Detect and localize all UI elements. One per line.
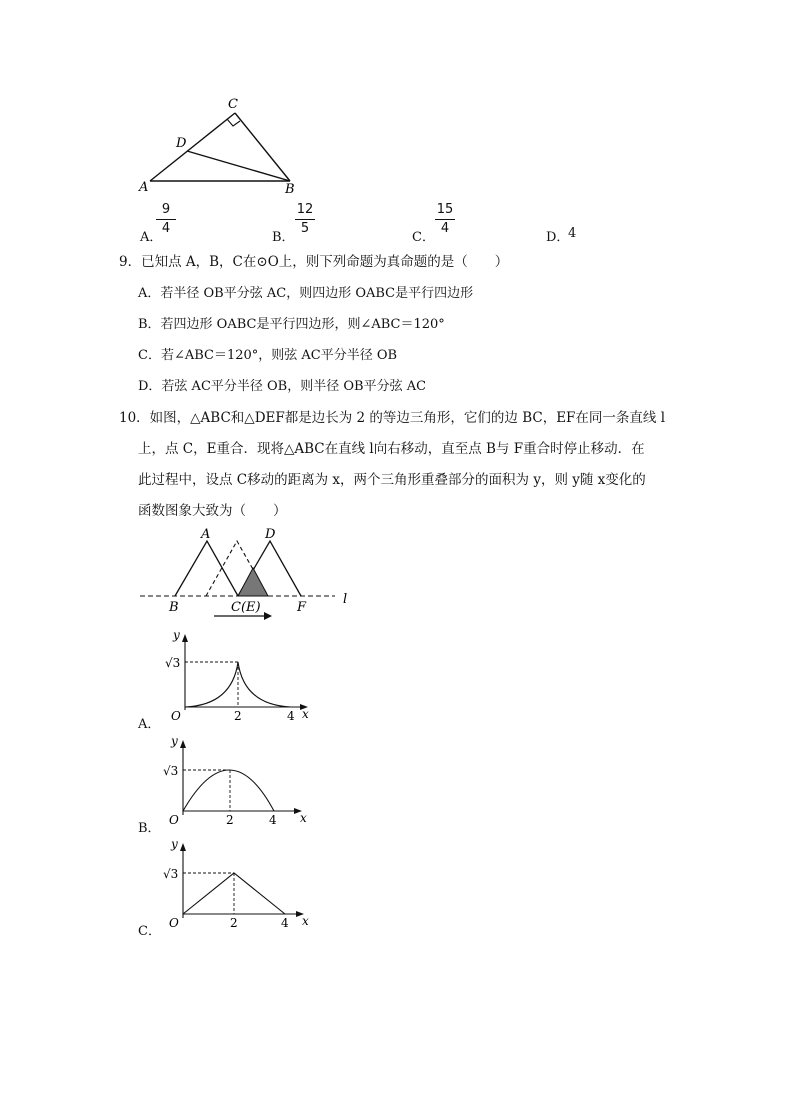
q8-option-a-numerator: 9: [161, 202, 171, 217]
q10-stem-line-4: 函数图象大致为（ ）: [138, 503, 287, 519]
q10-stem-line-2: 上，点 C，E重合．现将△ABC在直线 l向右移动，直至点 B与 F重合时停止移动．在: [138, 441, 645, 457]
q10-graph-a-x-label: x: [302, 707, 309, 721]
q10-stem-line-1: 10．如图，△ABC和△DEF都是边长为 2 的等边三角形，它们的边 BC，EF在同一条直线 l: [119, 410, 666, 426]
q10-graph-b-x-label: x: [300, 811, 307, 825]
q10-graph-c-y-label: y: [171, 837, 178, 851]
q8-option-c-denominator: 4: [440, 221, 450, 236]
q10-graph-b-tick-4: 4: [269, 813, 277, 827]
q8-label-c: C: [228, 97, 238, 112]
q10-graph-c-option: C．: [138, 924, 161, 939]
q10-graph-b-y-label: y: [171, 734, 178, 748]
q10-graph-c-tick-4: 4: [281, 916, 289, 930]
q10-stem-line-3: 此过程中，设点 C移动的距离为 x，两个三角形重叠部分的面积为 y，则 y随 x变化的: [138, 472, 646, 488]
q8-label-b: B: [285, 182, 295, 197]
q8-option-d-letter: D．: [546, 230, 570, 245]
q8-option-a-letter: A．: [140, 230, 163, 245]
q8-option-b-letter: B．: [272, 230, 295, 245]
q10-graph-a-y-label: y: [173, 628, 180, 642]
q8-label-d: D: [176, 136, 187, 151]
q10-graph-c-origin: O: [169, 916, 179, 930]
q8-label-a: A: [139, 180, 149, 195]
q9-option-d: D．若弦 AC平分半径 OB，则半径 OB平分弦 AC: [138, 379, 427, 394]
q10-label-a: A: [201, 527, 211, 542]
q10-label-l: l: [343, 592, 348, 607]
q8-option-b-numerator: 12: [296, 202, 314, 217]
q10-label-ce: C(E): [231, 600, 261, 615]
q10-graph-b-origin: O: [169, 813, 179, 827]
q8-option-a-denominator: 4: [161, 221, 171, 236]
q9-option-c: C．若∠ABC＝120°，则弦 AC平分半径 OB: [138, 348, 398, 363]
q8-option-d-value: 4: [568, 226, 577, 241]
q10-graph-b-option: B．: [138, 821, 161, 836]
q9-stem: 9．已知点 A，B，C在⊙O上，则下列命题为真命题的是（ ）: [119, 254, 509, 270]
q8-option-b-denominator: 5: [300, 221, 310, 236]
q8-option-c-numerator: 15: [436, 202, 454, 217]
q10-graph-c-tick-2: 2: [230, 916, 238, 930]
q10-graph-b-peak-label: √3: [163, 764, 179, 778]
q10-label-f: F: [297, 600, 307, 615]
q9-option-a: A．若半径 OB平分弦 AC，则四边形 OABC是平行四边形: [138, 286, 474, 301]
q9-option-b: B．若四边形 OABC是平行四边形，则∠ABC＝120°: [138, 317, 445, 332]
q10-graph-a-tick-2: 2: [234, 709, 242, 723]
q10-graph-a-tick-4: 4: [287, 709, 295, 723]
q10-graph-a-option: A．: [138, 717, 161, 732]
q10-graph-a-origin: O: [171, 709, 181, 723]
q10-graph-c-peak-label: √3: [163, 867, 179, 881]
q10-graph-b-tick-2: 2: [226, 813, 234, 827]
q10-graph-c-x-label: x: [302, 914, 309, 928]
q10-label-b: B: [169, 600, 179, 615]
q10-graph-a-peak-label: √3: [165, 656, 181, 670]
q10-label-d: D: [265, 527, 276, 542]
q8-option-c-letter: C．: [412, 230, 435, 245]
